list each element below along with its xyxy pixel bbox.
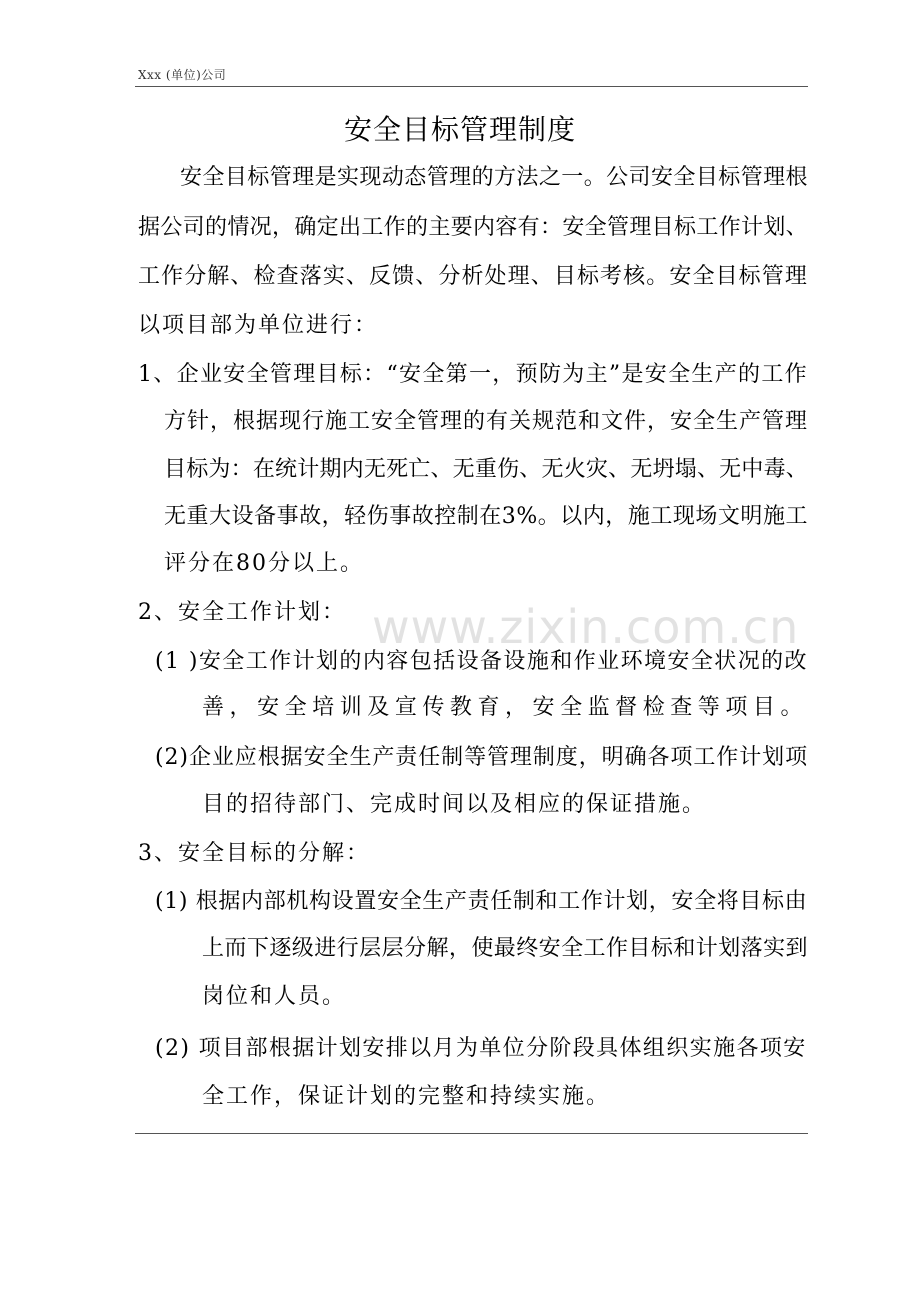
section-3-item-1-line-2: 上而下逐级进行层层分解，使最终安全工作目标和计划落实到 [202, 936, 808, 961]
section-1-line-3: 目标为：在统计期内无死亡、无重伤、无火灾、无坍塌、无中毒、 [164, 457, 808, 482]
section-1-line-5: 评分在80分以上。 [164, 551, 364, 576]
section-3-item-1-line-3: 岗位和人员。 [202, 984, 347, 1009]
document-title: 安全目标管理制度 [343, 113, 576, 146]
section-2-item-2-line-2: 目的招待部门、完成时间以及相应的保证措施。 [202, 792, 707, 817]
watermark-text: www.zixin.com.cn [372, 600, 800, 654]
section-2-item-2-line-1: (2)企业应根据安全生产责任制等管理制度，明确各项工作计划项 [155, 745, 808, 770]
body-line-1: 安全目标管理是实现动态管理的方法之一。公司安全目标管理根 [180, 165, 808, 190]
header-divider [135, 86, 808, 87]
header-company: Xxx (单位)公司 [138, 68, 227, 82]
section-2-item-1-line-1: (1 )安全工作计划的内容包括设备设施和作业环境安全状况的改 [155, 649, 808, 674]
section-1-line-4: 无重大设备事故，轻伤事故控制在3%。以内，施工现场文明施工 [164, 504, 808, 529]
section-3-heading: 3、安全目标的分解： [138, 841, 370, 866]
section-1-line-1: 1、企业安全管理目标：“安全第一，预防为主”是安全生产的工作 [138, 362, 808, 387]
section-3-item-2-line-2: 全工作，保证计划的完整和持续实施。 [202, 1084, 611, 1109]
section-2-item-1-line-2: 善，安全培训及宣传教育，安全监督检查等项目。 [202, 695, 808, 720]
body-line-4: 以项目部为单位进行： [138, 313, 379, 338]
section-1-line-2: 方针，根据现行施工安全管理的有关规范和文件，安全生产管理 [164, 409, 808, 434]
section-2-heading: 2、安全工作计划： [138, 600, 346, 625]
section-3-item-2-line-1: (2) 项目部根据计划安排以月为单位分阶段具体组织实施各项安 [155, 1036, 807, 1061]
section-3-item-1-line-1: (1) 根据内部机构设置安全生产责任制和工作计划，安全将目标由 [155, 889, 808, 914]
body-line-2: 据公司的情况，确定出工作的主要内容有：安全管理目标工作计划、 [138, 215, 808, 240]
body-line-3: 工作分解、检查落实、反馈、分析处理、目标考核。安全目标管理 [138, 264, 808, 289]
footer-divider [135, 1133, 808, 1134]
